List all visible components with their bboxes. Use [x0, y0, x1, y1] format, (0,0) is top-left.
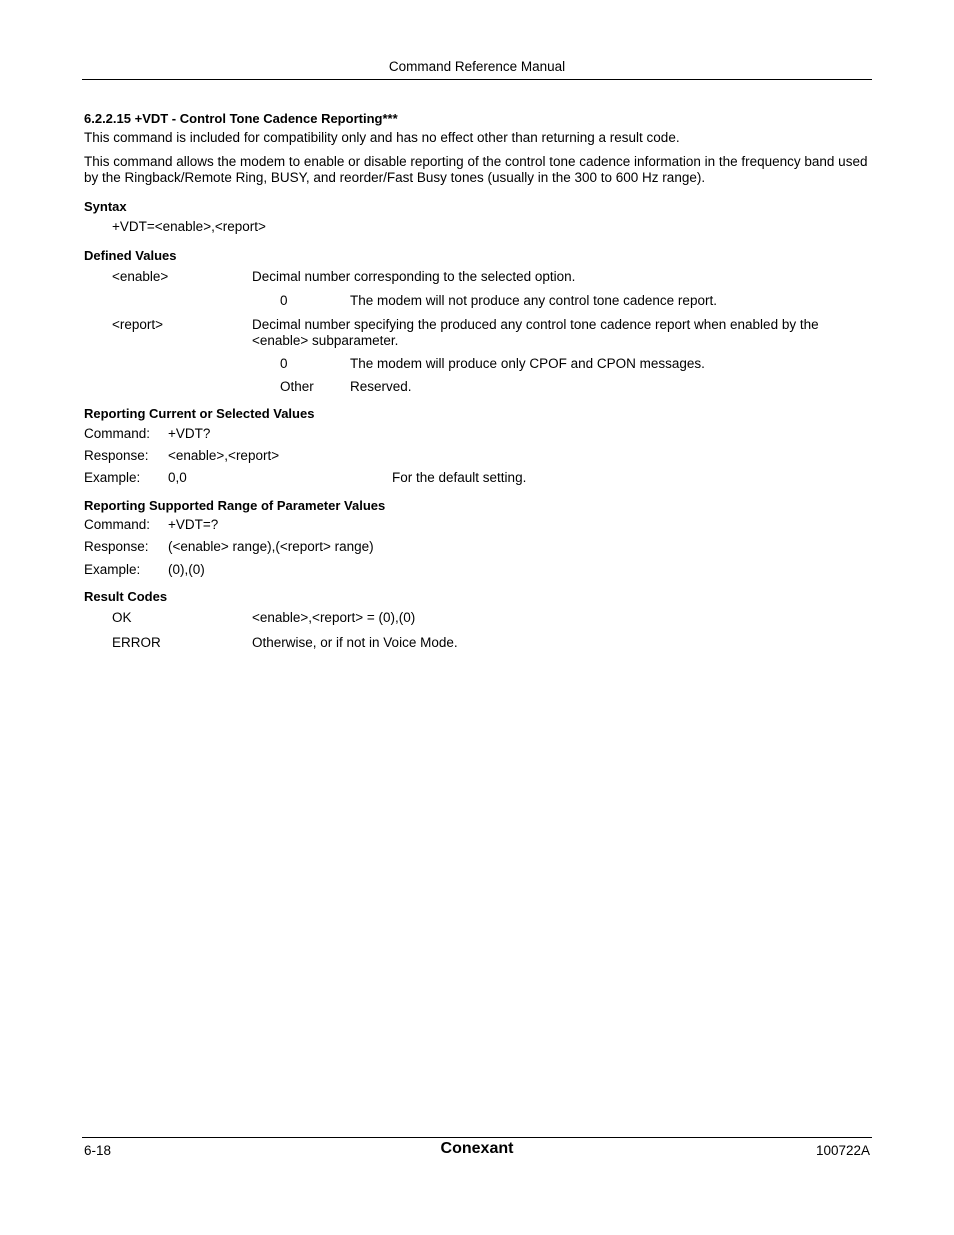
- syntax-value: +VDT=<enable>,<report>: [112, 219, 266, 234]
- defined-values-heading: Defined Values: [84, 248, 177, 263]
- result-code: ERROR: [112, 635, 161, 650]
- report-option-code: 0: [280, 356, 288, 371]
- current-example-label: Example:: [84, 470, 141, 485]
- result-code-desc: Otherwise, or if not in Voice Mode.: [252, 635, 458, 650]
- param-enable-name: <enable>: [112, 269, 169, 284]
- current-example-value: 0,0: [168, 470, 187, 485]
- range-example-label: Example:: [84, 562, 141, 577]
- range-response-value: (<enable> range),(<report> range): [168, 539, 374, 554]
- current-example-note: For the default setting.: [392, 470, 527, 485]
- range-command-label: Command:: [84, 517, 151, 532]
- current-command-label: Command:: [84, 426, 151, 441]
- enable-option-desc: The modem will not produce any control tone cadence report.: [350, 293, 717, 308]
- document-number: 100722A: [815, 1143, 870, 1158]
- intro-paragraph-1: This command is included for compatibility only and has no effect other than returning a result code.: [84, 130, 680, 145]
- report-option-desc: Reserved.: [350, 379, 412, 394]
- current-command-value: +VDT?: [168, 426, 211, 441]
- range-command-value: +VDT=?: [168, 517, 219, 532]
- intro-paragraph-2: This command allows the modem to enable or disable reporting of the control tone cadence information in the frequency band used by the Ringback/Remote Ring, BUSY, and reorder/Fast Busy tones (usually in the 300 to 600 Hz range).: [84, 154, 868, 185]
- supported-range-heading: Reporting Supported Range of Parameter Values: [84, 498, 386, 513]
- result-code: OK: [112, 610, 132, 625]
- param-report-desc: Decimal number specifying the produced any control tone cadence report when enabled by the <enable> subparameter.: [252, 317, 819, 348]
- param-enable-desc: Decimal number corresponding to the selected option.: [252, 269, 576, 284]
- range-example-value: (0),(0): [168, 562, 205, 577]
- page-header-title: Command Reference Manual: [388, 59, 566, 74]
- result-code-desc: <enable>,<report> = (0),(0): [252, 610, 416, 625]
- current-values-heading: Reporting Current or Selected Values: [84, 406, 315, 421]
- company-name: Conexant: [440, 1140, 514, 1157]
- current-response-value: <enable>,<report>: [168, 448, 280, 463]
- current-response-label: Response:: [84, 448, 149, 463]
- param-report-name: <report>: [112, 317, 164, 332]
- syntax-heading: Syntax: [84, 199, 127, 214]
- report-option-desc: The modem will produce only CPOF and CPON messages.: [350, 356, 705, 371]
- enable-option-code: 0: [280, 293, 288, 308]
- range-response-label: Response:: [84, 539, 149, 554]
- footer-divider: [82, 1137, 872, 1138]
- page-number: 6-18: [84, 1143, 112, 1158]
- report-option-code: Other: [280, 379, 314, 394]
- header-divider: [82, 79, 872, 80]
- section-heading: 6.2.2.15 +VDT - Control Tone Cadence Reporting***: [84, 111, 398, 126]
- result-codes-heading: Result Codes: [84, 589, 168, 604]
